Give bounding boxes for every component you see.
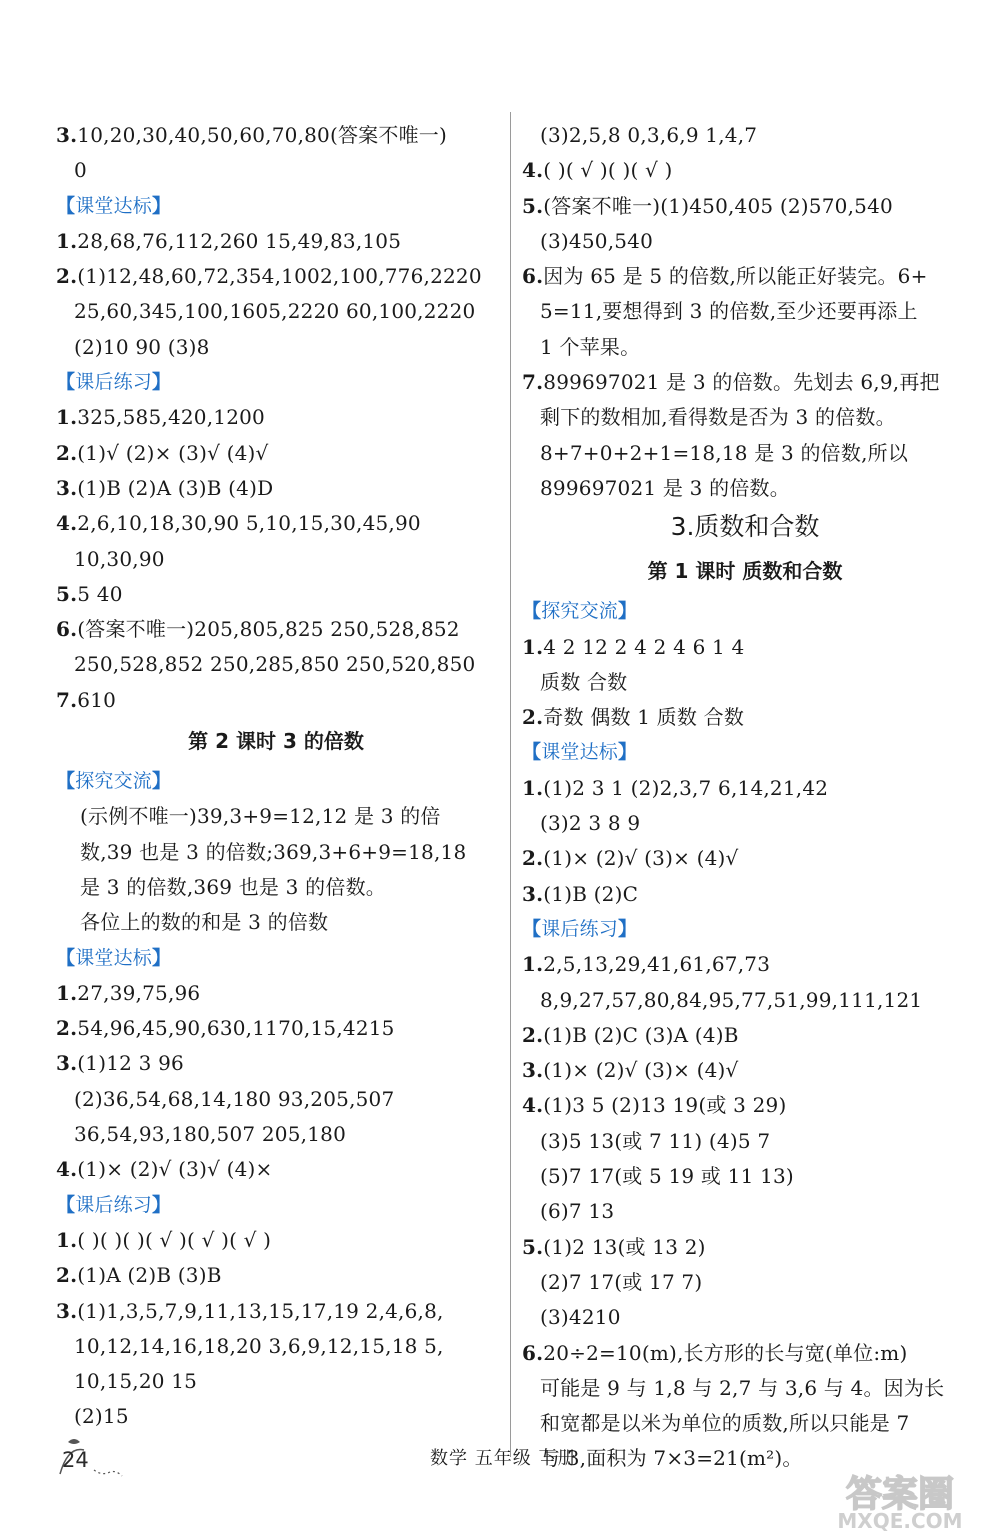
answer-continuation: (3)2,5,8 0,3,6,9 1,4,7 xyxy=(540,123,758,147)
answer-item xyxy=(522,771,968,806)
section-tag: 【课后练习】 xyxy=(522,917,638,940)
item-number: 2. xyxy=(522,1022,544,1047)
section-tag-label: 课后练习 xyxy=(75,1193,153,1216)
item-number: 4. xyxy=(522,158,544,183)
answer-item xyxy=(56,976,496,1011)
answer-item xyxy=(522,700,968,735)
item-number: 5. xyxy=(522,1234,544,1259)
right-column xyxy=(522,118,968,1477)
book-subject-label: 数学 五年级 下册 xyxy=(430,1448,577,1469)
item-number: 3. xyxy=(522,1058,544,1083)
section-tag: 【课堂达标】 xyxy=(522,741,638,764)
item-text: 2,5,13,29,41,61,67,73 xyxy=(543,952,771,977)
item-number: 1. xyxy=(522,634,544,659)
section-tag-label: 课堂达标 xyxy=(541,741,619,764)
item-number: 2. xyxy=(56,1016,78,1041)
answer-continuation: 10,30,90 xyxy=(74,546,165,571)
answer-continuation: 各位上的数的和是 3 的倍数 xyxy=(80,910,329,935)
item-number: 1. xyxy=(56,1227,78,1252)
answer-item xyxy=(522,877,968,912)
item-text: 610 xyxy=(77,687,117,712)
item-text: 325,585,420,1200 xyxy=(77,405,265,430)
item-number: 2. xyxy=(56,1263,78,1288)
answer-item xyxy=(522,630,968,665)
answer-item xyxy=(522,259,968,294)
answer-item xyxy=(56,1152,496,1187)
item-text: 10,20,30,40,50,60,70,80(答案不唯一) xyxy=(77,123,447,147)
chapter-heading: 3.质数和合数 xyxy=(670,512,820,542)
answer-item xyxy=(522,1230,968,1265)
answer-continuation: 数,39 也是 3 的倍数;369,3+6+9=18,18 xyxy=(80,839,467,864)
item-number: 4. xyxy=(56,1157,78,1182)
answer-item xyxy=(56,577,496,612)
watermark-logo xyxy=(810,1470,990,1532)
item-number: 7. xyxy=(522,370,544,395)
answer-continuation: 5=11,要想得到 3 的倍数,至少还要再添上 xyxy=(540,299,918,324)
answer-item xyxy=(56,224,496,259)
answer-continuation: 和宽都是以米为单位的质数,所以只能是 7 xyxy=(540,1411,910,1436)
item-text: (1)√ (2)× (3)√ (4)√ xyxy=(77,440,269,465)
item-number: 6. xyxy=(522,264,544,289)
answer-continuation: 8+7+0+2+1=18,18 是 3 的倍数,所以 xyxy=(540,440,909,465)
answer-item xyxy=(522,1053,968,1088)
answer-continuation: 1 个苹果。 xyxy=(540,334,641,359)
answer-continuation: (3)2 3 8 9 xyxy=(540,811,641,836)
item-text: (1)B (2)A (3)B (4)D xyxy=(77,475,274,500)
item-number: 4. xyxy=(522,1093,544,1118)
answer-item xyxy=(56,506,496,541)
section-tag: 【课堂达标】 xyxy=(56,946,172,969)
item-number: 3. xyxy=(522,881,544,906)
answer-item xyxy=(56,1223,496,1258)
watermark-bottom-text: MXQE.COM xyxy=(837,1509,963,1532)
item-text: 20÷2=10(m),长方形的长与宽(单位:m) xyxy=(543,1340,908,1365)
item-text: (1)3 5 (2)13 19(或 3 29) xyxy=(543,1093,787,1118)
section-tag: 【课堂达标】 xyxy=(56,194,172,217)
item-number: 1. xyxy=(56,980,78,1005)
answer-continuation: (示例不唯一)39,3+9=12,12 是 3 的倍 xyxy=(80,804,441,829)
answer-item xyxy=(56,1258,496,1293)
answer-continuation: (5)7 17(或 5 19 或 11 13) xyxy=(540,1164,794,1189)
left-column xyxy=(56,118,496,1435)
answer-continuation: 36,54,93,180,507 205,180 xyxy=(74,1122,346,1147)
answer-continuation: 可能是 9 与 1,8 与 2,7 与 3,6 与 4。因为长 xyxy=(540,1375,945,1400)
section-tag-label: 课后练习 xyxy=(541,917,619,940)
answer-item xyxy=(522,1018,968,1053)
section-tag-label: 探究交流 xyxy=(75,770,153,793)
item-number: 5. xyxy=(56,581,78,606)
answer-continuation: 8,9,27,57,80,84,95,77,51,99,111,121 xyxy=(540,987,923,1012)
answer-continuation: (6)7 13 xyxy=(540,1199,615,1224)
answer-item xyxy=(522,841,968,876)
item-text: ( )( √ )( )( √ ) xyxy=(543,158,673,183)
answer-item xyxy=(56,683,496,718)
answer-item xyxy=(522,1336,968,1371)
answer-continuation: 0 xyxy=(74,158,87,183)
answer-item xyxy=(56,400,496,435)
answer-item xyxy=(56,1294,496,1329)
item-text: (1)12 3 96 xyxy=(77,1051,184,1076)
answer-item xyxy=(56,1011,496,1046)
answer-continuation: 是 3 的倍数,369 也是 3 的倍数。 xyxy=(80,874,386,899)
answer-item xyxy=(56,259,496,294)
answer-continuation: 10,15,20 15 xyxy=(74,1369,198,1394)
answer-item xyxy=(56,436,496,471)
answer-item xyxy=(522,153,968,188)
item-text: (1)B (2)C xyxy=(543,881,639,906)
item-text: 899697021 是 3 的倍数。先划去 6,9,再把 xyxy=(543,370,940,395)
section-tag-label: 课后练习 xyxy=(75,371,153,394)
lesson-heading: 第 1 课时 质数和合数 xyxy=(647,559,843,584)
answer-continuation: (3)4210 xyxy=(540,1305,621,1330)
answer-item xyxy=(522,947,968,982)
answer-item xyxy=(56,118,496,153)
answer-item xyxy=(522,1088,968,1123)
item-number: 1. xyxy=(56,405,78,430)
item-text: 27,39,75,96 xyxy=(77,980,201,1005)
item-text: (1)2 13(或 13 2) xyxy=(543,1234,706,1259)
page-number: 24 xyxy=(62,1448,89,1472)
item-number: 3. xyxy=(56,475,78,500)
answer-continuation: (3)450,540 xyxy=(540,228,654,253)
item-number: 6. xyxy=(56,617,78,642)
item-number: 6. xyxy=(522,1340,544,1365)
item-text: ( )( )( )( √ )( √ )( √ ) xyxy=(77,1227,272,1252)
item-text: 奇数 偶数 1 质数 合数 xyxy=(543,705,745,730)
item-number: 2. xyxy=(56,440,78,465)
answer-item xyxy=(56,1046,496,1081)
item-text: (1)1,3,5,7,9,11,13,15,17,19 2,4,6,8, xyxy=(77,1298,444,1323)
item-text: 因为 65 是 5 的倍数,所以能正好装完。6+ xyxy=(543,264,928,289)
section-tag: 【探究交流】 xyxy=(56,770,172,793)
section-tag-label: 课堂达标 xyxy=(75,194,153,217)
answer-continuation: (2)10 90 (3)8 xyxy=(74,334,210,359)
answer-continuation: (2)36,54,68,14,180 93,205,507 xyxy=(74,1086,395,1111)
item-text: 4 2 12 2 4 2 4 6 1 4 xyxy=(543,634,745,659)
column-divider xyxy=(510,112,511,1457)
item-number: 3. xyxy=(56,1051,78,1076)
item-number: 1. xyxy=(522,775,544,800)
answer-continuation: 899697021 是 3 的倍数。 xyxy=(540,475,790,500)
answer-continuation: 剩下的数相加,看得数是否为 3 的倍数。 xyxy=(540,405,896,430)
answer-continuation: (3)5 13(或 7 11) (4)5 7 xyxy=(540,1128,771,1153)
item-number: 2. xyxy=(522,846,544,871)
answer-continuation: (2)7 17(或 17 7) xyxy=(540,1269,703,1294)
item-text: (1)B (2)C (3)A (4)B xyxy=(543,1022,739,1047)
item-text: (答案不唯一)(1)450,405 (2)570,540 xyxy=(543,193,893,218)
item-text: 5 40 xyxy=(77,581,123,606)
item-number: 1. xyxy=(56,228,78,253)
answer-item xyxy=(522,189,968,224)
item-text: (答案不唯一)205,805,825 250,528,852 xyxy=(77,617,460,642)
lesson-heading: 第 2 课时 3 的倍数 xyxy=(188,729,364,754)
answer-continuation: 与 3,面积为 7×3=21(m²)。 xyxy=(540,1446,803,1471)
item-text: (1)× (2)√ (3)√ (4)× xyxy=(77,1157,273,1182)
section-tag-label: 探究交流 xyxy=(541,600,619,623)
item-number: 7. xyxy=(56,687,78,712)
answer-continuation: 25,60,345,100,1605,2220 60,100,2220 xyxy=(74,299,476,324)
item-number: 1. xyxy=(522,952,544,977)
item-number: 4. xyxy=(56,511,78,536)
item-text: 54,96,45,90,630,1170,15,4215 xyxy=(77,1016,395,1041)
item-text: 2,6,10,18,30,90 5,10,15,30,45,90 xyxy=(77,511,421,536)
item-number: 2. xyxy=(56,264,78,289)
answer-continuation: (2)15 xyxy=(74,1404,129,1429)
item-number: 3. xyxy=(56,123,78,147)
answer-item xyxy=(522,365,968,400)
answer-continuation: 质数 合数 xyxy=(540,669,628,694)
section-tag: 【探究交流】 xyxy=(522,600,638,623)
item-number: 2. xyxy=(522,705,544,730)
section-tag: 【课后练习】 xyxy=(56,371,172,394)
item-text: (1)× (2)√ (3)× (4)√ xyxy=(543,846,739,871)
item-number: 5. xyxy=(522,193,544,218)
answer-item xyxy=(56,612,496,647)
answer-item xyxy=(56,471,496,506)
item-text: (1)A (2)B (3)B xyxy=(77,1263,222,1288)
item-number: 3. xyxy=(56,1298,78,1323)
section-tag: 【课后练习】 xyxy=(56,1193,172,1216)
answer-continuation: 10,12,14,16,18,20 3,6,9,12,15,18 5, xyxy=(74,1333,444,1358)
answer-continuation: 250,528,852 250,285,850 250,520,850 xyxy=(74,652,476,677)
item-text: (1)12,48,60,72,354,1002,100,776,2220 xyxy=(77,264,482,289)
item-text: (1)2 3 1 (2)2,3,7 6,14,21,42 xyxy=(543,775,829,800)
watermark-top-text: 答案圈 xyxy=(845,1474,955,1515)
section-tag-label: 课堂达标 xyxy=(75,946,153,969)
item-text: (1)× (2)√ (3)× (4)√ xyxy=(543,1058,739,1083)
item-text: 28,68,76,112,260 15,49,83,105 xyxy=(77,228,402,253)
